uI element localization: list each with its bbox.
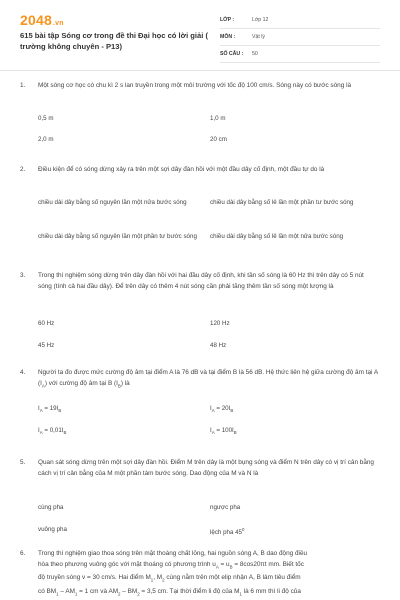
question-number: 5. [20,459,26,466]
opt-sub: A [211,430,215,436]
answer-option[interactable] [38,403,203,416]
opt-part: = 100I [214,427,234,434]
opt-part: I [210,427,212,434]
text-sub: 1 [56,590,59,596]
text-sub: 1 [150,577,154,583]
meta-value: 50 [252,51,258,57]
text-part: – BM [120,587,138,595]
text-part: có BM [38,587,57,595]
answer-option[interactable]: vuông pha [38,526,67,533]
text-sub: 2 [137,590,140,596]
text-part: = 8cos20πt mm. Biết tốc [232,561,304,568]
opt-part: = 0,01I [42,427,64,434]
text-line: Trong thí nghiệm giao thoa sóng trên mặt thoáng chất lỏng, hai nguồn sóng A, B dao động điều [38,550,308,557]
meta-value: Lớp 12 [252,17,269,23]
exam-meta [220,12,380,63]
meta-row-subject [220,29,380,46]
text-line [38,586,378,599]
text-part: là 6 mm thì li độ của [241,587,301,595]
opt-part: lệch pha 45 [210,529,242,537]
answer-option[interactable]: chiều dài dây bằng số lẻ lần một nửa bước sóng [210,233,344,240]
text-sub: 1 [239,590,242,596]
text-line [38,559,378,572]
answer-option[interactable]: 45 Hz [38,342,55,349]
question-number: 3. [20,272,26,279]
meta-label: MÔN : [220,34,236,40]
answer-option[interactable]: 120 Hz [210,320,230,327]
text-part: = 1 cm và AM [77,587,119,595]
answer-option[interactable]: 60 Hz [38,320,55,327]
text-sub: 1 [74,590,78,596]
opt-sub: A [39,408,43,414]
site-logo[interactable] [20,12,64,28]
question-number: 2. [20,166,26,173]
text-sub: A [41,383,45,389]
text-line [38,572,378,585]
question-text: Quan sát sóng dừng trên một sợi dây đàn hồi. Điểm M trên dây là một bụng sóng và điểm N trên dây có vị trí cân bằng cách vị trí cân bằng của M một phần tám bước sóng. Dao động của M và N là [38,459,374,477]
question-number: 1. [20,82,26,89]
opt-sub: A [39,430,43,436]
opt-sup: 0 [242,527,245,532]
question-number: 6. [20,550,26,557]
question-text [38,548,378,599]
text-sub: B [117,383,121,389]
meta-value: Vật lý [252,34,265,40]
meta-row-count [220,46,380,63]
text-part: hòa theo phương vuông góc với mặt thoáng có phương trình u [38,561,216,568]
question-text: Trong thí nghiệm sóng dừng trên dây đàn hồi với hai đầu dây cố định, khi tần số sóng là 60 Hz thì trên dây có 5 nút sóng (tính cả hai đầu dây). Để trên dây có thêm 4 nút sóng cần phải tăng thêm tần số sóng một lượng là [38,272,364,290]
answer-option[interactable]: 20 cm [210,136,227,143]
text-part: = 3,5 cm. Tại thời điểm li độ của M [139,587,240,595]
text-sub: B [229,564,233,570]
text-sub: 2 [162,577,165,583]
question-text: Điều kiện để có sóng dừng xảy ra trên một sợi dây đàn hồi với một đầu dây cố định, một đầu tự do là [38,166,325,173]
document-title: 615 bài tập Sóng cơ trong đề thi Đại học có lời giải ( trường không chuyên - P13) [20,31,209,51]
answer-option[interactable]: cùng pha [38,504,64,511]
logo-text: 2048 [20,12,52,28]
header-divider [0,70,400,71]
meta-row-class [220,12,380,29]
page-header [0,0,400,64]
opt-sub: A [211,408,215,414]
answer-option[interactable]: 0,5 m [38,115,54,122]
text-part: = u [218,561,230,568]
opt-sub: B [230,408,234,414]
answer-option[interactable] [210,425,375,438]
answer-option[interactable]: chiều dài dây bằng số nguyên lần một phần tư bước sóng [38,233,197,240]
answer-option[interactable] [210,524,375,538]
answer-option[interactable] [210,403,375,416]
text-sub: 2 [118,590,121,596]
answer-option[interactable]: 48 Hz [210,342,227,349]
answer-option[interactable]: ngược pha [210,504,241,511]
question-text [38,367,378,391]
opt-sub: B [233,430,237,436]
text-part: Người ta đo được mức cường độ âm tại điểm A là 76 dB và tại điểm B là 56 dB. Hệ thức liên hệ giữa cường độ âm tại A (I [38,369,378,387]
opt-part: = 19I [42,405,59,412]
text-sub: A [215,564,219,570]
text-part: ) là [120,380,130,387]
opt-part: I [210,405,212,412]
opt-sub: B [58,408,62,414]
text-part: cùng nằm trên một elip nhận A, B làm tiêu điểm [164,574,301,582]
opt-part: I [38,427,40,434]
text-part: ) với cường độ âm tại B (I [44,380,118,387]
logo-suffix: .vn [52,20,64,27]
question-number: 4. [20,369,26,376]
opt-part: = 20I [214,405,231,412]
answer-option[interactable]: chiều dài dây bằng số nguyên lần một nửa bước sóng [38,199,187,206]
text-part: – AM [58,587,75,595]
question-text: Một sóng cơ học có chu kì 2 s lan truyền trong một môi trường với tốc độ 100 cm/s. Sóng này có bước sóng là [38,82,352,89]
opt-part: I [38,405,40,412]
text-part: , M [153,574,163,582]
opt-sub: B [63,430,67,436]
meta-label: SỐ CÂU : [220,51,244,57]
text-part: độ truyền sóng v = 30 cm/s. Hai điểm M [38,574,151,582]
meta-label: LỚP : [220,17,235,23]
answer-option[interactable]: 1,0 m [210,115,226,122]
answer-option[interactable]: 2,0 m [38,136,54,143]
answer-option[interactable] [38,425,203,438]
answer-option[interactable]: chiều dài dây bằng số lẻ lần một phần tư bước sóng [210,199,354,206]
